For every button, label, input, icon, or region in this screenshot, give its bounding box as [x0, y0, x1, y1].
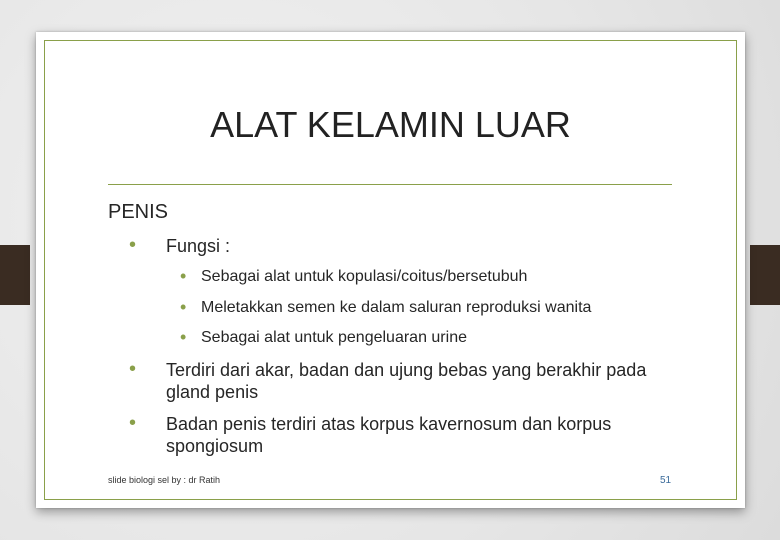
- sub-bullet-item: [180, 267, 701, 287]
- bullet-icon: •: [180, 327, 187, 347]
- bullet-icon: •: [129, 358, 137, 380]
- bullet-item: [129, 359, 686, 403]
- bullet-text: Meletakkan semen ke dalam saluran reproduksi wanita: [201, 299, 592, 316]
- slide-footer: slide biologi sel by : dr Ratih: [108, 475, 221, 485]
- title-divider: [108, 184, 672, 185]
- slide-title: ALAT KELAMIN LUAR: [210, 104, 571, 145]
- bullet-item: [129, 413, 686, 457]
- bullet-text: Badan penis terdiri atas korpus kavernosum dan korpus spongiosum: [166, 414, 612, 456]
- bullet-icon: •: [180, 266, 187, 286]
- bullet-icon: •: [129, 412, 137, 434]
- left-side-tab: [0, 245, 30, 305]
- bullet-text: Sebagai alat untuk pengeluaran urine: [201, 329, 467, 346]
- right-side-tab: [750, 245, 780, 305]
- slide: [36, 32, 745, 508]
- bullet-text: Fungsi :: [166, 236, 231, 256]
- sub-bullet-item: [180, 328, 701, 348]
- bullet-text: Sebagai alat untuk kopulasi/coitus/bersetubuh: [201, 268, 528, 285]
- bullet-item: [129, 235, 686, 257]
- bullet-icon: •: [129, 234, 137, 256]
- bullet-icon: •: [180, 297, 187, 317]
- section-heading: PENIS: [108, 201, 169, 223]
- page-number: 51: [660, 475, 672, 486]
- sub-bullet-item: [180, 298, 701, 318]
- bullet-text: Terdiri dari akar, badan dan ujung bebas yang berakhir pada gland penis: [166, 360, 647, 402]
